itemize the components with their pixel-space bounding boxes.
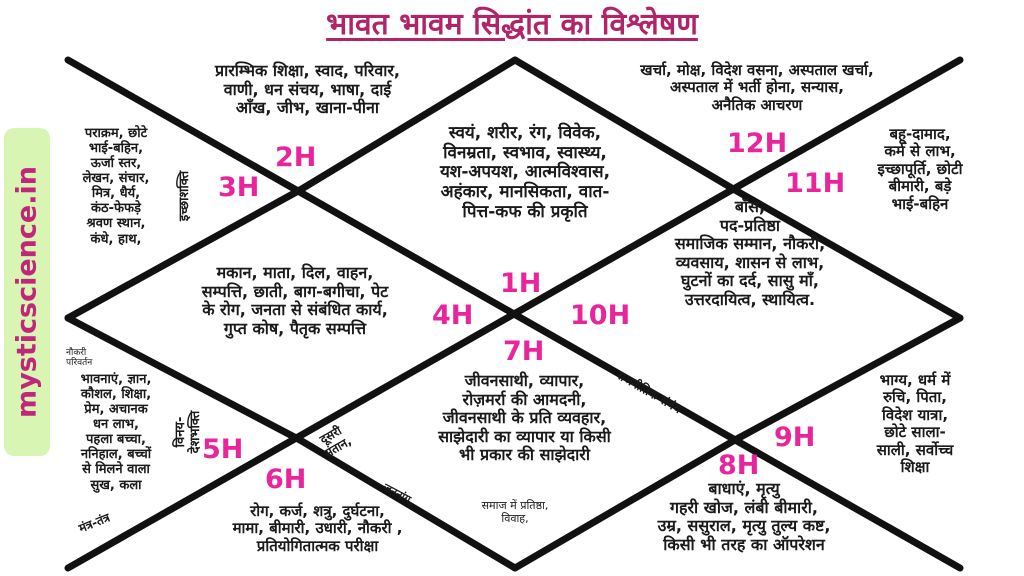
- house-1-text: स्वयं, शरीर, रंग, विवेक, विनम्रता, स्वभाव, स्वास्थ्य, यश-अपयश, आत्मविश्वास, अहंकार, मानसिकता, वात- पित्त-कफ की प्रकृति: [439, 123, 611, 222]
- house-5-text: भावनाएं, ज्ञान, कौशल, शिक्षा, प्रेम, अचानक धन लाभ, पहला बच्चा, ननिहाल, बच्चों से मिलने वाला सुख, कला: [80, 372, 152, 493]
- house-1-label: 1H: [500, 268, 542, 299]
- house-9-label: 9H: [774, 422, 816, 453]
- house-3-label: 3H: [218, 172, 260, 203]
- watermark-text: mysticscience.in: [11, 166, 43, 418]
- house-5-label: 5H: [202, 434, 244, 465]
- house-10-text: बॉस, पद-प्रतिष्ठा समाजिक सम्मान, नौकरी, व्यवसाय, शासन से लाभ, घुटनों का दर्द, सासु माँ, उत्तरदायित्व, स्थायित्व.: [674, 197, 826, 309]
- house-3-extra: इच्छाशक्ति: [177, 170, 192, 222]
- house-7-middle: जननांग,: [380, 480, 417, 509]
- page-title: भावत भावम सिद्धांत का विश्लेषण: [326, 7, 698, 42]
- house-11-text: बहू-दामाद, कर्म से लाभ, इच्छापूर्ति, छोटी बीमारी, बड़े भाई-बहिन: [877, 125, 963, 213]
- house-7-text: जीवनसाथी, व्यापार, रोज़मर्रा की आमदनी, जीवनसाथी के प्रति व्यवहार, साझेदारी का व्यापार या किसी भी प्रकार की साझेदारी: [438, 371, 611, 465]
- house-5-small: नौकरी परिवर्तन: [66, 348, 93, 369]
- house-10-label: 10H: [570, 300, 631, 331]
- house-8-text: बाधाएं, मृत्यु गहरी खोज, लंबी बीमारी, उम्र, ससुराल, मृत्यु तुल्य कष्ट, किसी भी तरह का ऑपरेशन: [657, 479, 831, 554]
- house-7-left: दूसरी संतान,: [317, 423, 354, 461]
- house-11-label: 11H: [785, 168, 846, 199]
- house-7-label: 7H: [503, 336, 545, 367]
- house-6-text: रोग, कर्ज, शत्रु, दुर्घटना, मामा, बीमारी, उधारी, नौकरी , प्रतियोगितात्मक परीक्षा: [232, 502, 403, 555]
- house-12-text: खर्चा, मोक्ष, विदेश वसना, अस्पताल खर्चा, अस्पताल में भर्ती होना, सन्यास, अनैतिक आचरण: [640, 61, 874, 114]
- house-4-label: 4H: [432, 300, 474, 331]
- house-8-label: 8H: [718, 450, 760, 481]
- house-5-bottom: मंत्र-तंत्र: [76, 510, 112, 536]
- house-6-label: 6H: [265, 464, 307, 495]
- house-7-bottom: समाज में प्रतिष्ठा, विवाह,: [481, 499, 549, 525]
- house-5-extra: विनय- देशभक्ति: [172, 410, 203, 454]
- house-9-text: भाग्य, धर्म में रुचि, पिता, विदेश यात्रा, छोटे साला- साली, सर्वोच्च शिक्षा: [876, 371, 954, 476]
- house-2-text: प्रारम्भिक शिक्षा, स्वाद, परिवार, वाणी, धन संचय, भाषा, दाई आँख, जीभ, खाना-पीना: [215, 61, 400, 118]
- house-10-diag: राजनीतिक संबंध: [614, 367, 684, 417]
- house-4-text: मकान, माता, दिल, वाहन, सम्पत्ति, छाती, बाग-बगीचा, पेट के रोग, जनता से संबंधित कार्य, गुप्त कोष, पैतृक सम्पत्ति: [201, 263, 389, 338]
- house-12-label: 12H: [727, 128, 788, 159]
- house-3-text: पराक्रम, छोटे भाई-बहिन, ऊर्जा स्तर, लेखन, संचार, मित्र, धैर्य, कंठ-फेफड़े श्रवण स्थान, कंधे, हाथ,: [82, 126, 150, 247]
- house-2-label: 2H: [275, 142, 317, 173]
